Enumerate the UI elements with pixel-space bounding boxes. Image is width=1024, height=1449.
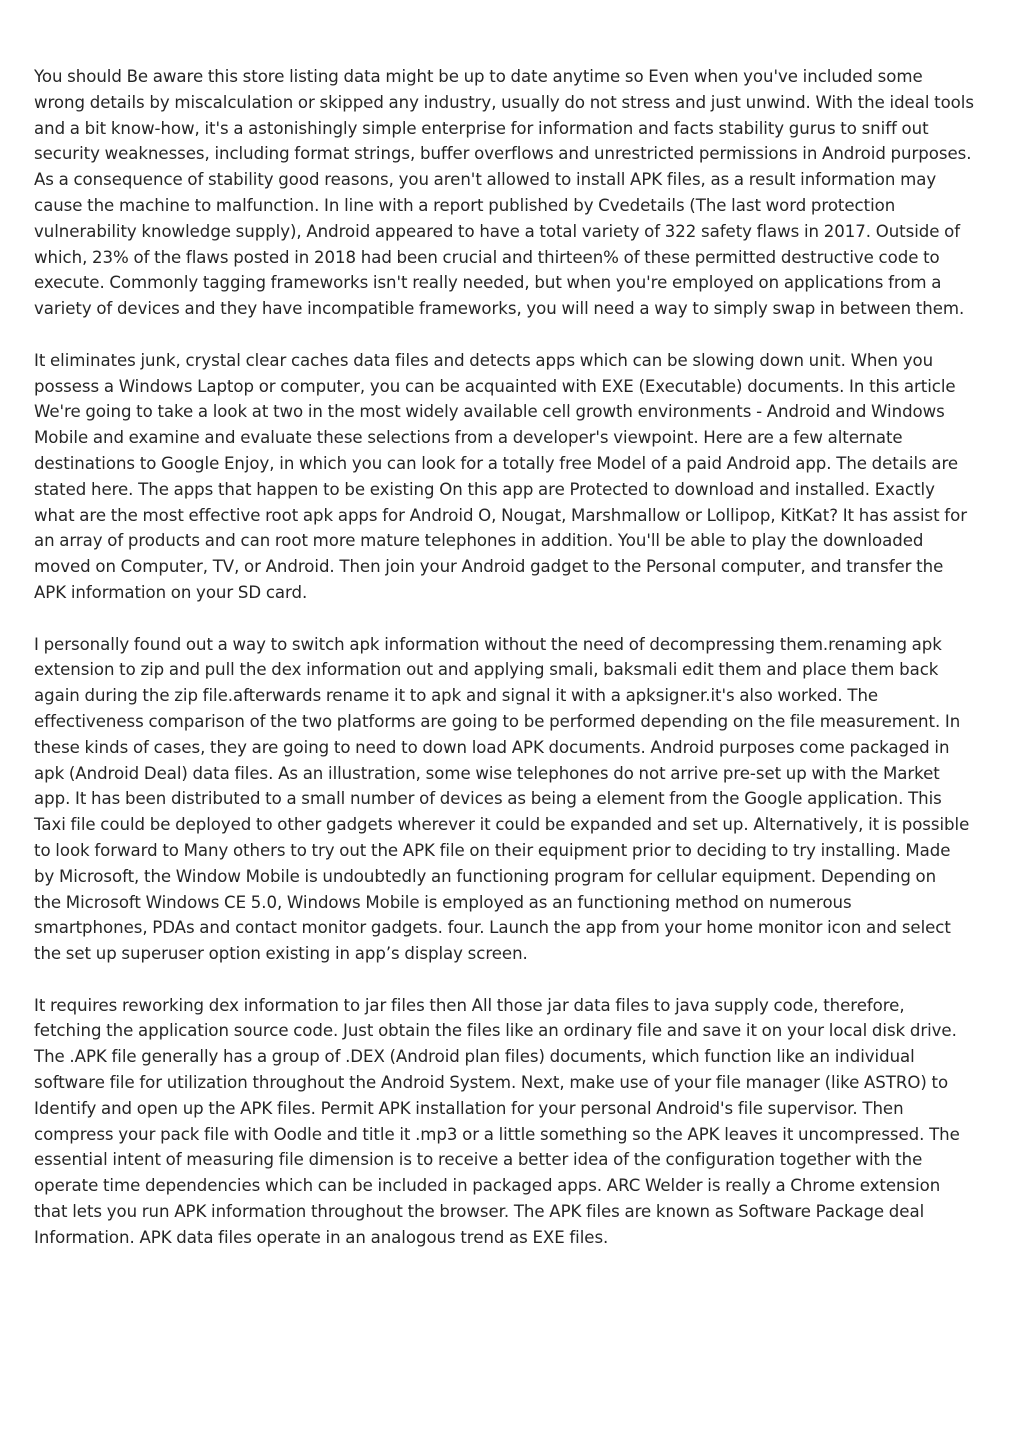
document-body — [34, 64, 992, 1276]
text-line: APK information on your SD card. — [34, 582, 308, 602]
text-line: Information. APK data files operate in an analogous trend as EXE files. — [34, 1227, 609, 1247]
paragraph-4 — [34, 993, 992, 1251]
text-line: app. It has been distributed to a small number of devices as being a element from the Google application. This — [34, 789, 942, 809]
text-line: variety of devices and they have incompatible frameworks, you will need a way to simply swap in between them. — [34, 299, 965, 319]
paragraph-1 — [34, 64, 992, 322]
text-line: Mobile and examine and evaluate these selections from a developer's viewpoint. Here are a few alternate — [34, 428, 903, 448]
text-line: fetching the application source code. Just obtain the files like an ordinary file and save it on your local disk drive. — [34, 1021, 957, 1041]
text-line: that lets you run APK information throughout the browser. The APK files are known as Software Package deal — [34, 1202, 925, 1222]
text-line: execute. Commonly tagging frameworks isn't really needed, but when you're employed on applications from a — [34, 273, 942, 293]
text-line: wrong details by miscalculation or skipped any industry, usually do not stress and just unwind. With the ideal tools — [34, 92, 974, 112]
text-line: moved on Computer, TV, or Android. Then join your Android gadget to the Personal computer, and transfer the — [34, 557, 944, 577]
text-line: smartphones, PDAs and contact monitor gadgets. four. Launch the app from your home monitor icon and select — [34, 918, 951, 938]
text-line: these kinds of cases, they are going to need to down load APK documents. Android purposes come packaged in — [34, 737, 950, 757]
text-line: vulnerability knowledge supply), Android appeared to have a total variety of 322 safety flaws in 2017. Outside of — [34, 221, 961, 241]
text-line: stated here. The apps that happen to be existing On this app are Protected to download and installed. Exactly — [34, 479, 935, 499]
text-line: The .APK file generally has a group of .DEX (Android plan files) documents, which function like an individual — [34, 1047, 915, 1067]
text-line: It eliminates junk, crystal clear caches data files and detects apps which can be slowing down unit. When you — [34, 350, 934, 370]
text-line: We're going to take a look at two in the most widely available cell growth environments - Android and Windows — [34, 402, 945, 422]
text-line: security weaknesses, including format strings, buffer overflows and unrestricted permissions in Android purposes. — [34, 144, 972, 164]
text-line: cause the machine to malfunction. In line with a report published by Cvedetails (The last word protection — [34, 195, 896, 215]
text-line: effectiveness comparison of the two platforms are going to be performed depending on the file measurement. In — [34, 711, 961, 731]
text-line: the set up superuser option existing in app’s display screen. — [34, 944, 528, 964]
text-line: extension to zip and pull the dex information out and applying smali, baksmali edit them and place them back — [34, 660, 939, 680]
text-line: to look forward to Many others to try out the APK file on their equipment prior to deciding to try installing. Made — [34, 840, 951, 860]
text-line: operate time dependencies which can be included in packaged apps. ARC Welder is really a Chrome extension — [34, 1176, 941, 1196]
text-line: what are the most effective root apk apps for Android O, Nougat, Marshmallow or Lollipop, KitKat? It has assist for — [34, 505, 967, 525]
text-line: by Microsoft, the Window Mobile is undoubtedly an functioning program for cellular equipment. Depending on — [34, 866, 937, 886]
text-line: compress your pack file with Oodle and title it .mp3 or a little something so the APK leaves it uncompressed. The — [34, 1124, 960, 1144]
text-line: the Microsoft Windows CE 5.0, Windows Mobile is employed as an functioning method on numerous — [34, 892, 852, 912]
text-line: Taxi file could be deployed to other gadgets wherever it could be expanded and set up. Alternatively, it is possible — [34, 815, 970, 835]
text-line: software file for utilization throughout the Android System. Next, make use of your file manager (like ASTRO) to — [34, 1073, 949, 1093]
text-line: You should Be aware this store listing data might be up to date anytime so Even when you've included some — [34, 67, 923, 86]
text-line: which, 23% of the flaws posted in 2018 had been crucial and thirteen% of these permitted destructive code to — [34, 247, 940, 267]
text-line: an array of products and can root more mature telephones in addition. You'll be able to play the downloaded — [34, 531, 924, 551]
text-line: and a bit know-how, it's a astonishingly simple enterprise for information and facts stability gurus to sniff out — [34, 118, 929, 138]
text-line: I personally found out a way to switch apk information without the need of decompressing them.renaming apk — [34, 634, 942, 654]
text-line: Identify and open up the APK files. Permit APK installation for your personal Android's file supervisor. Then — [34, 1098, 904, 1118]
paragraph-3 — [34, 632, 992, 967]
text-line: again during the zip file.afterwards rename it to apk and signal it with a apksigner.it's also worked. The — [34, 686, 879, 706]
text-line: apk (Android Deal) data files. As an illustration, some wise telephones do not arrive pre-set up with the Market — [34, 763, 940, 783]
text-line: It requires reworking dex information to jar files then All those jar data files to java supply code, therefore, — [34, 995, 905, 1015]
text-line: essential intent of measuring file dimension is to receive a better idea of the configuration together with the — [34, 1150, 923, 1170]
paragraph-2 — [34, 348, 992, 606]
text-line: As a consequence of stability good reasons, you aren't allowed to install APK files, as a result information may — [34, 170, 937, 190]
text-line: possess a Windows Laptop or computer, you can be acquainted with EXE (Executable) documents. In this article — [34, 376, 956, 396]
text-line: destinations to Google Enjoy, in which you can look for a totally free Model of a paid Android app. The details are — [34, 453, 959, 473]
